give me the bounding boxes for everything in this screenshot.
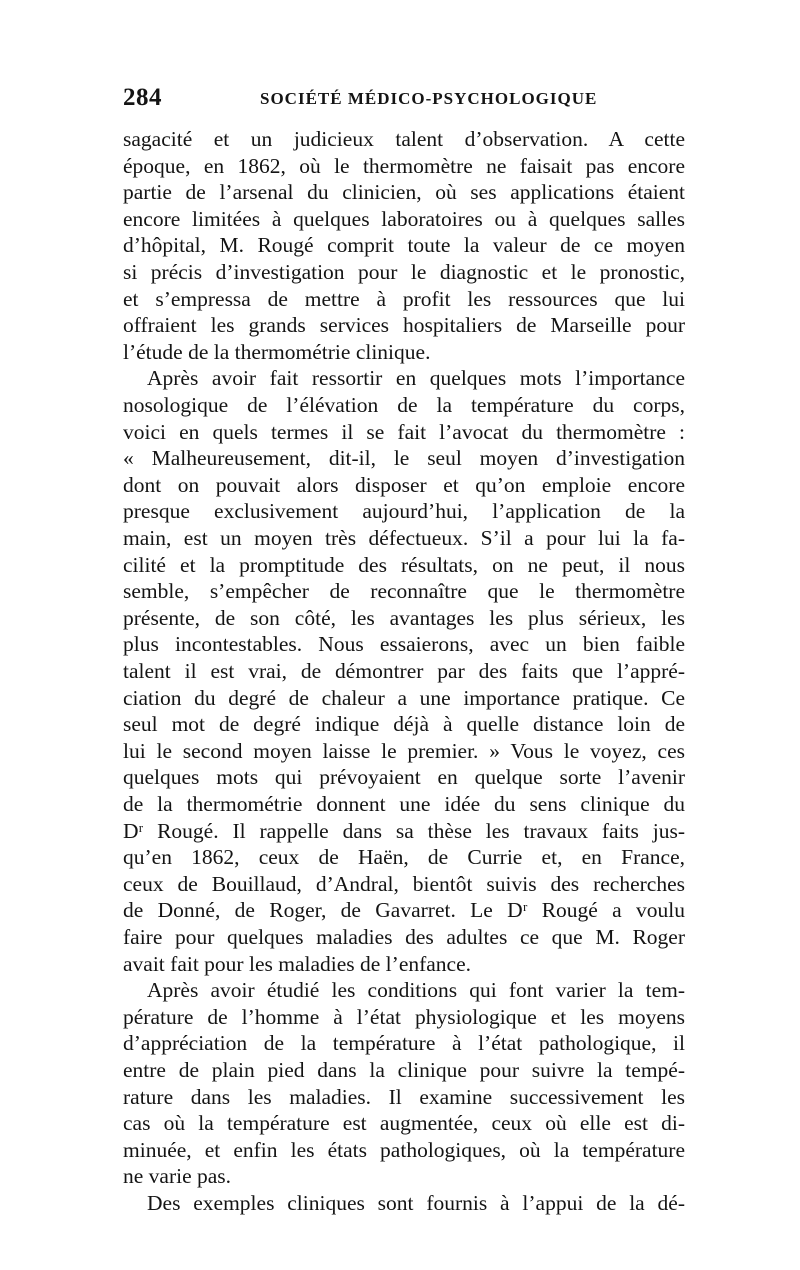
text-line: « Malheureusement, dit-il, le seul moyen d’investigation bbox=[123, 446, 685, 471]
text-line: dont on pouvait alors disposer et qu’on emploie encore bbox=[123, 472, 685, 497]
paragraph-first-line: Après avoir étudié les conditions qui font varier la tem- bbox=[147, 978, 685, 1003]
text-line: si précis d’investigation pour le diagnostic et le pronostic, bbox=[123, 260, 685, 284]
text-line: semble, s’empêcher de reconnaître que le thermomètre bbox=[123, 579, 685, 604]
text-line: ceux de Bouillaud, d’Andral, bientôt suivis des recherches bbox=[123, 871, 685, 896]
text-line: époque, en 1862, où le thermomètre ne faisait pas encore bbox=[123, 153, 685, 178]
text-line: sagacité et un judicieux talent d’observation. A cette bbox=[123, 127, 685, 151]
text-line: quelques mots qui prévoyaient en quelque sorte l’avenir bbox=[123, 765, 685, 790]
text-line: faire pour quelques maladies des adultes ce que M. Roger bbox=[123, 925, 685, 949]
text-line: l’étude de la thermométrie clinique. bbox=[123, 339, 431, 364]
text-line: plus incontestables. Nous essaierons, avec un bien faible bbox=[123, 632, 685, 657]
text-line: ciation du degré de chaleur a une importance pratique. Ce bbox=[123, 685, 685, 710]
text-line: de la thermométrie donnent une idée du sens clinique du bbox=[123, 792, 685, 816]
paragraph-first-line: Après avoir fait ressortir en quelques mots l’importance bbox=[147, 366, 685, 391]
text-line: Dʳ Rougé. Il rappelle dans sa thèse les travaux faits jus- bbox=[123, 818, 685, 843]
paragraph-first-line: Des exemples cliniques sont fournis à l’appui de la dé- bbox=[147, 1191, 685, 1215]
text-line: minuée, et enfin les états pathologiques, où la température bbox=[123, 1137, 685, 1162]
text-line: presque exclusivement aujourd’hui, l’application de la bbox=[123, 499, 685, 524]
body-text bbox=[123, 126, 685, 1226]
text-line: cilité et la promptitude des résultats, on ne peut, il nous bbox=[123, 552, 685, 577]
text-line: d’appréciation de la température à l’état pathologique, il bbox=[123, 1031, 685, 1056]
text-line: offraient les grands services hospitaliers de Marseille pour bbox=[123, 313, 685, 338]
text-line: talent il est vrai, de démontrer par des faits que l’appré- bbox=[123, 659, 685, 683]
text-line: lui le second moyen laisse le premier. » Vous le voyez, ces bbox=[123, 738, 685, 763]
text-line: seul mot de degré indique déjà à quelle distance loin de bbox=[123, 712, 685, 737]
text-line: partie de l’arsenal du clinicien, où ses applications étaient bbox=[123, 180, 685, 205]
text-line: voici en quels termes il se fait l’avocat du thermomètre : bbox=[123, 419, 685, 444]
text-line: entre de plain pied dans la clinique pour suivre la tempé- bbox=[123, 1058, 685, 1082]
text-line: présente, de son côté, les avantages les plus sérieux, les bbox=[123, 605, 685, 630]
text-line: et s’empressa de mettre à profit les ressources que lui bbox=[123, 286, 685, 311]
text-line: pérature de l’homme à l’état physiologique et les moyens bbox=[123, 1004, 685, 1029]
text-line: nosologique de l’élévation de la température du corps, bbox=[123, 393, 685, 417]
text-line: d’hôpital, M. Rougé comprit toute la valeur de ce moyen bbox=[123, 233, 685, 258]
page-number: 284 bbox=[123, 84, 162, 111]
text-line: ne varie pas. bbox=[123, 1164, 232, 1189]
journal-title: SOCIÉTÉ MÉDICO-PSYCHOLOGIQUE bbox=[260, 89, 598, 108]
text-line: main, est un moyen très défectueux. S’il a pour lui la fa- bbox=[123, 526, 685, 550]
text-line: cas où la température est augmentée, ceux où elle est di- bbox=[123, 1111, 685, 1136]
text-line: avait fait pour les maladies de l’enfance. bbox=[123, 951, 472, 976]
text-line: rature dans les maladies. Il examine successivement les bbox=[123, 1084, 685, 1109]
text-line: encore limitées à quelques laboratoires ou à quelques salles bbox=[123, 206, 685, 231]
text-line: qu’en 1862, ceux de Haën, de Currie et, en France, bbox=[123, 845, 685, 870]
running-head bbox=[123, 84, 685, 118]
text-line: de Donné, de Roger, de Gavarret. Le Dʳ Rougé a voulu bbox=[123, 898, 685, 923]
